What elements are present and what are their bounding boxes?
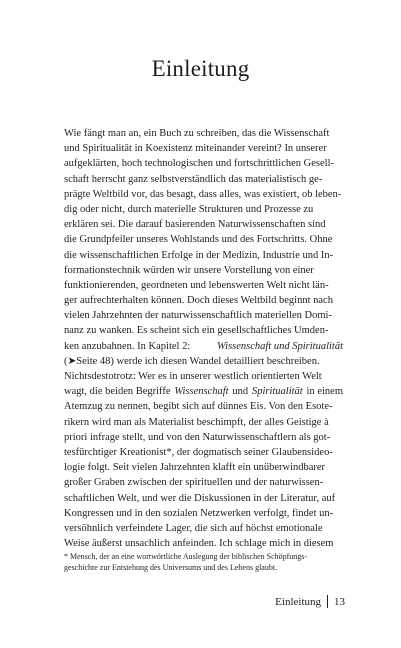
- text-segment: vielen Jahrzehnten der naturwissenschaftlich materiellen Domi-: [64, 310, 332, 322]
- emphasis-text: Wissenschaft und Spiritualität: [216, 340, 343, 352]
- text-segment: Wie fängt man an, ein Buch zu schreiben, das die Wissenschaft: [64, 128, 330, 139]
- text-segment: ger aufrechterhalten können. Doch dieses Weltbild beginnt nach: [64, 295, 333, 307]
- text-segment: schaftlichen Welt, und wer die Diskussionen in der Literatur, auf: [64, 492, 336, 504]
- text-segment: und Spiritualität in Koexistenz miteinander vereint? In unserer: [64, 143, 327, 155]
- body-text: [64, 126, 343, 551]
- text-segment: versöhnlich verfeindete Lager, die sich auf höchst emotionale: [64, 522, 323, 534]
- text-line: [64, 521, 343, 536]
- footnote: [64, 551, 343, 573]
- text-segment: ken anzubahnen. In Kapitel 2:: [64, 340, 193, 352]
- text-line: [64, 369, 343, 384]
- text-line: [64, 278, 343, 293]
- text-line: [64, 217, 343, 232]
- text-line: [64, 156, 343, 171]
- text-segment: tesfürchtiger Kreationist*, der dogmatisch seiner Glaubensideo-: [64, 446, 333, 458]
- text-segment: Nichtsdestotrotz: Wer es in unserer westlich orientierten Welt: [64, 371, 322, 382]
- running-footer-title: Einleitung: [275, 595, 321, 608]
- text-line: [64, 475, 343, 490]
- text-line: [64, 491, 343, 506]
- text-segment: (➤Seite 48) werde ich diesen Wandel detailliert beschreiben.: [64, 355, 320, 367]
- text-segment: nanz zu wanken. Es scheint sich ein gesellschaftliches Umden-: [64, 325, 329, 337]
- text-line: [64, 323, 343, 338]
- text-line: [64, 430, 343, 445]
- text-segment: priori infrage stellt, und von den Naturwissenschaftlern als got-: [64, 431, 331, 443]
- text-line: [64, 202, 343, 217]
- emphasis-text: Spiritualität: [251, 386, 303, 398]
- text-segment: Atemzug zu nennen, begibt sich auf dünnes Eis. Von den Esote-: [64, 401, 333, 413]
- text-line: [64, 445, 343, 460]
- text-segment: formationstechnik würden wir unsere Vorstellung von einer: [64, 264, 314, 276]
- text-line: [64, 187, 343, 202]
- text-line: [64, 141, 343, 156]
- emphasis-text: Wissenschaft: [174, 386, 229, 398]
- text-segment: großer Graben zwischen der spirituellen und der naturwissen-: [64, 477, 324, 489]
- text-segment: die wissenschaftlichen Erfolge in der Medizin, Industrie und In-: [64, 249, 334, 261]
- text-line: [64, 536, 343, 551]
- text-segment: Weise äußerst unsachlich anfeinden. Ich schlage mich in diesem: [64, 538, 334, 550]
- text-line: [64, 172, 343, 187]
- text-line: [64, 308, 343, 323]
- text-segment: die Grundpfeiler unseres Wohlstands und des Fortschritts. Ohne: [64, 234, 333, 246]
- text-segment: und: [229, 386, 251, 398]
- text-segment: logie folgt. Seit vielen Jahrzehnten klafft ein unüberwindbarer: [64, 462, 326, 474]
- footnote-line: geschichte zur Entstehung des Universums und des Lebens glaubt.: [64, 563, 278, 572]
- footnote-line: * Mensch, der an eine wortwörtliche Auslegung der biblischen Schöpfungs-: [64, 552, 308, 561]
- text-line: [64, 263, 343, 278]
- text-line: [64, 232, 343, 247]
- text-segment: erklären sei. Die darauf basierenden Naturwissenschaften sind: [64, 219, 326, 231]
- text-segment: rikern wird man als Materialist beschimpft, der alles Geistige à: [64, 416, 329, 428]
- text-segment: aufgeklärten, hoch technologischen und fortschrittlichen Gesell-: [64, 158, 334, 170]
- text-line: [64, 126, 343, 141]
- footer-separator: [327, 595, 328, 608]
- text-line: [64, 339, 343, 354]
- chapter-title: Einleitung: [151, 56, 250, 81]
- text-segment: prägte Weltbild vor, das besagt, dass alles, was existiert, ob leben-: [64, 188, 342, 200]
- text-segment: in einem: [303, 386, 343, 398]
- page-number: 13: [334, 595, 345, 608]
- text-line: [64, 293, 343, 308]
- page-footer: [275, 595, 345, 608]
- text-segment: dig oder nicht, durch materielle Strukturen und Prozesse zu: [64, 203, 314, 215]
- text-line: [64, 248, 343, 263]
- text-segment: funktionierenden, geordneten und lebenswerten Welt nicht län-: [64, 279, 329, 291]
- text-segment: wagt, die beiden Begriffe: [64, 386, 174, 398]
- text-segment: Kongressen und in den sozialen Netzwerken verfolgt, findet un-: [64, 507, 334, 519]
- text-line: [64, 384, 343, 399]
- text-segment: schaft herrscht ganz selbstverständlich das materialistisch ge-: [64, 173, 323, 185]
- text-line: [64, 354, 343, 369]
- text-line: [64, 506, 343, 521]
- text-line: [64, 415, 343, 430]
- text-line: [64, 399, 343, 414]
- text-line: [64, 460, 343, 475]
